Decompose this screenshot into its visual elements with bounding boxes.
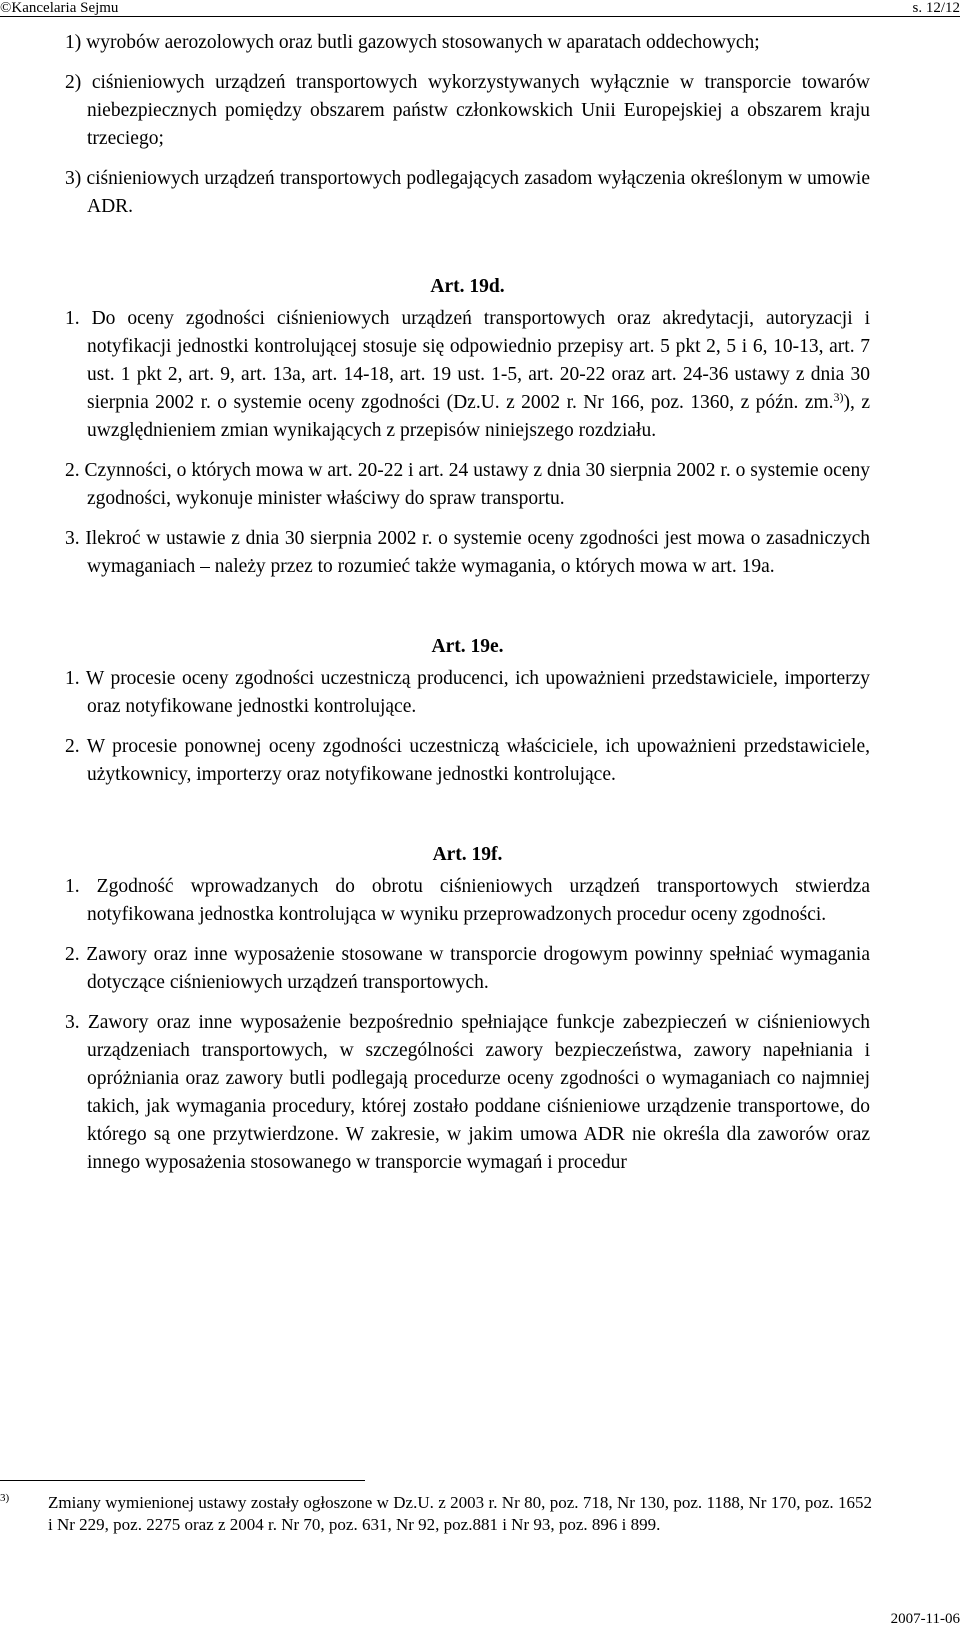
article-19f-paragraph-3: 3. Zawory oraz inne wyposażenie bezpośrednio spełniające funkcje zabezpieczeń w ciśnieniowych urządzeniach transportowych, w szczególności zawory bezpieczeństwa, zawory napełniania i opróżniania oraz zawory butli podlegają procedurze oceny zgodności o wymaganiach co najmniej takich, jak wymagania procedury, której zostało poddane ciśnieniowe urządzenie transportowe, do którego są one przytwierdzone. W zakresie, w jakim umowa ADR nie określa dla zaworów oraz innego wyposażenia stosowanego w transporcie wymagań i procedur	[65, 1012, 870, 1173]
header-page-number: s. 12/12	[912, 0, 960, 16]
footnote	[0, 1492, 872, 1536]
article-19f-paragraph-1: 1. Zgodność wprowadzanych do obrotu ciśnieniowych urządzeń transportowych stwierdza notyfikowana jednostka kontrolująca w wyniku przeprowadzonych procedur oceny zgodności.	[65, 876, 870, 925]
header-divider	[0, 16, 960, 17]
article-19d-paragraph-1	[65, 305, 870, 445]
document-body	[65, 29, 870, 1177]
article-19e-paragraph-1: 1. W procesie oceny zgodności uczestniczą producenci, ich upoważnieni przedstawiciele, importerzy oraz notyfikowane jednostki kontrolujące.	[65, 668, 870, 717]
footnote-divider	[0, 1480, 365, 1481]
article-title-19d: Art. 19d.	[430, 276, 505, 297]
article-19d-p1-text: 1. Do oceny zgodności ciśnieniowych urządzeń transportowych oraz akredytacji, autoryzacji i notyfikacji jednostki kontrolującej stosuje się odpowiednio przepisy art. 5 pkt 2, 5 i 6, 10-13, art. 7 ust. 1 pkt 2, art. 9, art. 13a, art. 14-18, art. 19 ust. 1-5, art. 20-22 oraz art. 24-36 ustawy z dnia 30 sierpnia 2002 r. o systemie oceny zgodności (Dz.U. z 2002 r. Nr 166, poz. 1360, z późn. zm.	[65, 308, 870, 413]
article-19f-paragraph-2: 2. Zawory oraz inne wyposażenie stosowane w transporcie drogowym powinny spełniać wymagania dotyczące ciśnieniowych urządzeń transportowych.	[65, 944, 870, 993]
article-19e-paragraph-2: 2. W procesie ponownej oceny zgodności uczestniczą właściciele, ich upoważnieni przedstawiciele, użytkownicy, importerzy oraz notyfikowane jednostki kontrolujące.	[65, 736, 870, 785]
list-item-1: 1) wyrobów aerozolowych oraz butli gazowych stosowanych w aparatach oddechowych;	[65, 32, 760, 53]
footnote-reference: 3)	[833, 390, 844, 404]
footnote-mark: 3)	[0, 1492, 10, 1504]
article-title-19f: Art. 19f.	[432, 844, 503, 865]
list-item-3: 3) ciśnieniowych urządzeń transportowych podlegających zasadom wyłączenia określonym w umowie ADR.	[65, 168, 870, 217]
article-19d-paragraph-3: 3. Ilekroć w ustawie z dnia 30 sierpnia 2002 r. o systemie oceny zgodności jest mowa o zasadniczych wymaganiach – należy przez to rozumieć także wymagania, o których mowa w art. 19a.	[65, 528, 870, 577]
header-copyright: ©Kancelaria Sejmu	[0, 0, 119, 16]
article-title-19e: Art. 19e.	[431, 636, 504, 657]
article-19d-paragraph-2: 2. Czynności, o których mowa w art. 20-22 i art. 24 ustawy z dnia 30 sierpnia 2002 r. o systemie oceny zgodności, wykonuje minister właściwy do spraw transportu.	[65, 460, 870, 509]
footnote-text: Zmiany wymienionej ustawy zostały ogłoszone w Dz.U. z 2003 r. Nr 80, poz. 718, Nr 130, poz. 1188, Nr 170, poz. 1652 i Nr 229, poz. 2275 oraz z 2004 r. Nr 70, poz. 631, Nr 92, poz.881 i Nr 93, poz. 896 i 899.	[48, 1493, 872, 1534]
list-item-2: 2) ciśnieniowych urządzeń transportowych wykorzystywanych wyłącznie w transporcie towarów niebezpiecznych pomiędzy obszarem państw członkowskich Unii Europejskiej a obszarem kraju trzeciego;	[65, 72, 870, 149]
footer-date: 2007-11-06	[890, 1611, 960, 1627]
article-19d-p1-text-end: ), z uwzględnieniem zmian wynikających z przepisów niniejszego rozdziału.	[87, 392, 870, 441]
